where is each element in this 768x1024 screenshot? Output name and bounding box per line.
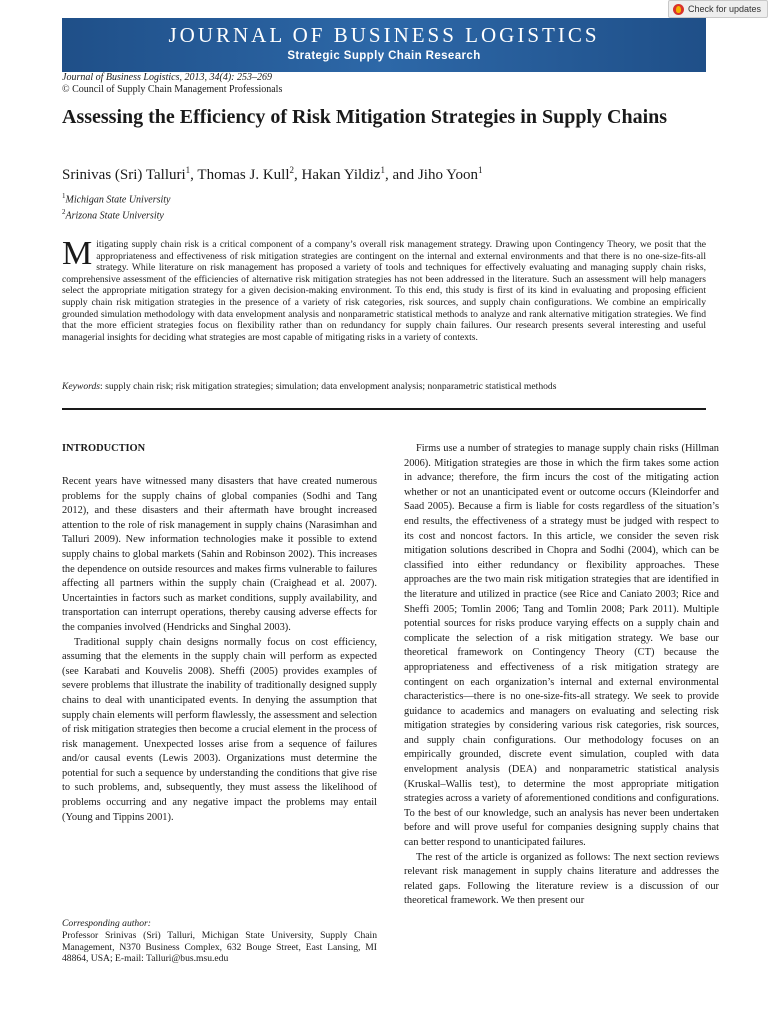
body-paragraph: Recent years have witnessed many disasters that have created numerous problems for the supply chains of global companies (Sodhi and Tang 2012), and these disasters and their aftermath have brought increased attention to the role of risk management in supply chains (Narasimhan and Talluri 2009). New information technologies make it possible to extend supply chains to global markets (Sahin and Robinson 2002). This increases the dependence on outside resources and makes firms vulnerable to failures affecting all partners within the supply chain (Craighead et al. 2007). Uncertainties in factors such as market conditions, supply availability, and transportation can interrupt operations, thereby causing adverse effects for the companies involved (Hendricks and Singhal 2003).	[62, 476, 377, 633]
citation: Journal of Business Logistics, 2013, 34(4): 253–269	[62, 72, 272, 83]
affiliation-name: Michigan State University	[65, 194, 171, 206]
section-heading-introduction: INTRODUCTION	[62, 443, 146, 454]
author-affiliation-marker: 1	[380, 165, 386, 175]
affiliation-name: Arizona State University	[65, 210, 164, 222]
abstract-dropcap: M	[62, 235, 93, 272]
author-separator: , and	[385, 167, 418, 183]
section-divider	[62, 408, 706, 410]
affiliation-number: 1	[62, 192, 66, 200]
keywords-label: Keywords	[62, 381, 101, 392]
affiliation-item	[62, 206, 170, 222]
copyright: © Council of Supply Chain Management Professionals	[62, 84, 283, 95]
author-affiliation-marker: 2	[289, 165, 294, 175]
author-name: Thomas J. Kull	[197, 167, 290, 183]
author-separator: ,	[190, 167, 198, 183]
body-paragraph: The rest of the article is organized as follows: The next section reviews relevant risk management in supply chains literature and addresses the related gaps. Following the literature review is a discussion of our theoretical framework. We then present our	[404, 851, 719, 907]
author-affiliation-marker: 1	[477, 165, 483, 175]
affiliations	[62, 190, 170, 223]
author-list	[62, 160, 482, 185]
affiliation-item	[62, 190, 170, 206]
abstract	[62, 235, 706, 343]
keywords	[62, 381, 556, 393]
author-affiliation-marker: 1	[185, 165, 191, 175]
left-column	[62, 442, 377, 825]
author-separator: ,	[294, 167, 302, 183]
check-for-updates-label: Check for updates	[688, 4, 762, 14]
keywords-text: : supply chain risk; risk mitigation strategies; simulation; data envelopment analysis; nonparametric statistical methods	[100, 381, 557, 392]
journal-subtitle: Strategic Supply Chain Research	[287, 50, 481, 62]
author-name: Srinivas (Sri) Talluri	[62, 167, 186, 183]
corresponding-author-details: Professor Srinivas (Sri) Talluri, Michigan State University, Supply Chain Management, N370 Business Complex, 632 Bouge Street, East Lansing, MI 48864, USA; E-mail: Talluri@bus.msu.edu	[62, 929, 377, 965]
author-name: Hakan Yildiz	[301, 167, 381, 183]
check-for-updates-icon	[673, 4, 684, 15]
corresponding-author-label: Corresponding author:	[62, 918, 151, 929]
body-paragraph: Traditional supply chain designs normally focus on cost efficiency, assuming that the elements in the supply chain will perform as expected (see Karabati and Kouvelis 2008). Sheffi (2005) provides examples of severe problems that illustrate the inability of traditionally designed supply chains to deal with unanticipated events. In denying the assumption that supply chain elements will perform flawlessly, the assessment and selection of risk mitigation strategies then become a crucial element in the process of risk management. Unexpected losses arise from a sequence of failures and/or causal events (Lewis 2003). Organizations must determine the potential for such a sequence by understanding the conditions that give rise to such problems, and, subsequently, they must assess the likelihood of problems occurring and any negative impact the problems may entail (Young and Tippins 2001).	[62, 636, 378, 823]
journal-title: JOURNAL OF BUSINESS LOGISTICS	[168, 23, 600, 47]
affiliation-number: 2	[62, 208, 66, 217]
corresponding-author	[62, 918, 377, 965]
journal-banner	[62, 18, 706, 72]
article-title: Assessing the Efficiency of Risk Mitigation Strategies in Supply Chains	[62, 106, 668, 128]
body-paragraph: Firms use a number of strategies to manage supply chain risks (Hillman 2006). Mitigation strategies are those in which the firm takes some action in advance; therefore, the firm incurs the cost of the mitigating action whether or not an unanticipated event or outcome occurs (Kleindorfer and Saad 2005). Because a firm is liable for costs regardless of the situation’s end results, the effectiveness of a strategy must be judged with respect to its cost and noncost factors. In this article, we consider the seven risk mitigation solutions described in Chopra and Sodhi (2004), which can be classified into either redundancy or flexibility approaches. These approaches are the two main risk mitigation strategies that are identified in the literature and utilized in practice (see Rice and Caniato 2003; Rice and Sheffi 2005; Tomlin 2006; Tang and Tomlin 2008; Park 2011). Multiple potential sources for risks produce varying effects on a supply chain and complicate the selection of a risk mitigation strategy. We base our theoretical framework on Contingency Theory (CT) because the appropriateness and effectiveness of a risk mitigation strategy are contingent on each organization’s internal and external environmental characteristics—there is no one-size-fits-all strategy. We seek to provide guidance to academics and managers on evaluating and selecting risk mitigation strategies by considering various risk categories, risk sources, and supply chain configurations. Our methodology focuses on an empirically grounded, discrete event simulation, coupled with data envelopment analysis (DEA) and nonparametric statistical analysis (Kruskal–Wallis test), to determine the most appropriate mitigation strategies across a variety of aforementioned conditions and configurations. To the best of our knowledge, such an analysis has never been undertaken before and will prove useful for companies designing supply chains that can better respond to unanticipated failures.	[404, 443, 719, 849]
article-meta	[62, 72, 282, 96]
author-name: Jiho Yoon	[417, 167, 478, 183]
check-for-updates-button[interactable]	[668, 0, 768, 18]
abstract-text: itigating supply chain risk is a critical component of a company’s overall risk management strategy. Drawing upon Contingency Theory, we posit that the appropriateness and effectiveness of risk mitigation strategies are contingent on the internal and external environments and that there is no one-size-fits-all strategy. While literature on risk management has proposed a variety of tools and techniques for effectively evaluating and managing supply chain risks, comprehensive assessment of the efficiencies of alternative risk mitigation strategies has not been addressed in the literature. Such an assessment will help managers select the appropriate mitigation strategy for a given decision-making environment. To this end, this study is first of its kind in evaluating and proposing efficient supply chain risk mitigation strategies in the presence of a variety of risk categories, risk sources, and supply chain configurations. We combine an empirically grounded simulation methodology with data envelopment analysis and nonparametric statistical methods to analyze and rank alternative mitigation strategies. We find that the more efficient strategies focus on flexibility rather than on redundancy for supply chain failures. Our research presents several interesting and useful managerial insights for deciding what strategies are most capable of mitigating risks in a variety of contexts.	[62, 239, 706, 343]
right-column	[404, 442, 719, 909]
